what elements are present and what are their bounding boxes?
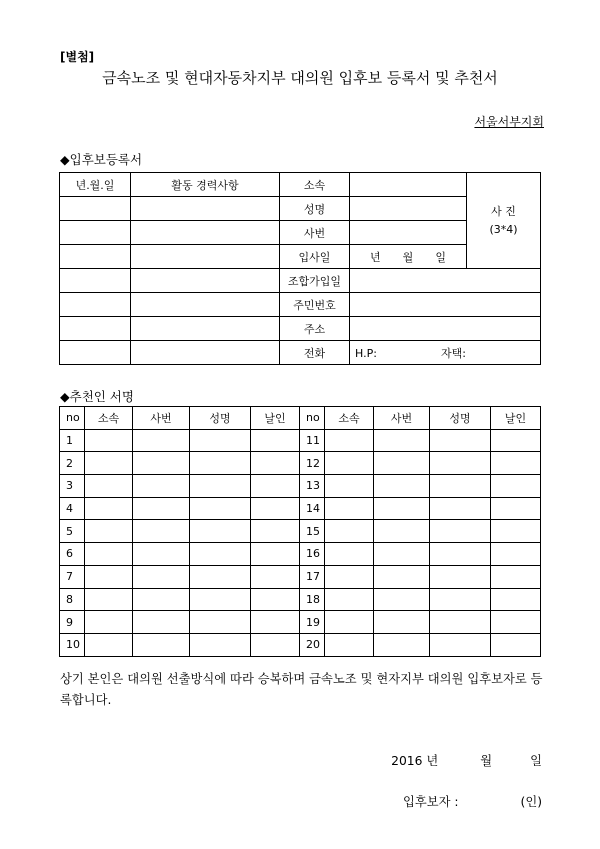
- row-number: 4: [60, 497, 85, 520]
- label-name: 성명: [280, 197, 350, 221]
- name-cell[interactable]: [190, 429, 251, 452]
- seal-cell[interactable]: [491, 633, 541, 656]
- employee-no-cell[interactable]: [374, 452, 430, 475]
- join-year-label: 년: [370, 250, 381, 264]
- employee-no-cell[interactable]: [133, 565, 190, 588]
- header-career: 활동 경력사항: [131, 173, 280, 197]
- recommender-row: [60, 611, 541, 634]
- photo-size: (3*4): [489, 222, 518, 236]
- career-date-cell[interactable]: [60, 245, 131, 269]
- field-union-join-date[interactable]: [350, 269, 541, 293]
- seal-cell[interactable]: [251, 565, 300, 588]
- col-header-no: no: [60, 407, 85, 430]
- recommender-row: [60, 475, 541, 498]
- name-cell[interactable]: [430, 611, 491, 634]
- career-date-cell[interactable]: [60, 221, 131, 245]
- career-detail-cell[interactable]: [131, 293, 280, 317]
- row-number: 1: [60, 429, 85, 452]
- career-detail-cell[interactable]: [131, 269, 280, 293]
- affiliation-cell[interactable]: [85, 475, 133, 498]
- affiliation-cell[interactable]: [85, 565, 133, 588]
- label-resident-no: 주민번호: [280, 293, 350, 317]
- recommender-row: [60, 497, 541, 520]
- affiliation-cell[interactable]: [325, 633, 374, 656]
- recommender-section-title: ◆추천인 서명: [60, 389, 134, 404]
- affiliation-cell[interactable]: [85, 633, 133, 656]
- affiliation-cell[interactable]: [85, 520, 133, 543]
- row-number: 11: [300, 429, 325, 452]
- row-number: 16: [300, 543, 325, 566]
- seal-cell[interactable]: [251, 543, 300, 566]
- row-number: 15: [300, 520, 325, 543]
- row-number: 8: [60, 588, 85, 611]
- col-header-employee-no: 사번: [133, 407, 190, 430]
- seal-cell[interactable]: [251, 429, 300, 452]
- seal-cell[interactable]: [251, 475, 300, 498]
- field-name[interactable]: [350, 197, 467, 221]
- seal-cell[interactable]: [491, 565, 541, 588]
- name-cell[interactable]: [430, 543, 491, 566]
- employee-no-cell[interactable]: [133, 611, 190, 634]
- seal-cell[interactable]: [491, 588, 541, 611]
- name-cell[interactable]: [430, 588, 491, 611]
- affiliation-cell[interactable]: [325, 429, 374, 452]
- label-address: 주소: [280, 317, 350, 341]
- name-cell[interactable]: [190, 452, 251, 475]
- career-detail-cell[interactable]: [131, 245, 280, 269]
- employee-no-cell[interactable]: [133, 588, 190, 611]
- row-number: 17: [300, 565, 325, 588]
- affiliation-cell[interactable]: [85, 611, 133, 634]
- field-affiliation[interactable]: [350, 173, 467, 197]
- recommender-table: [59, 406, 541, 657]
- col-header-no: no: [300, 407, 325, 430]
- row-number: 10: [60, 633, 85, 656]
- recommender-header-row: [60, 407, 541, 430]
- seal-cell[interactable]: [251, 633, 300, 656]
- registration-section-title: ◆입후보등록서: [60, 152, 143, 167]
- row-number: 7: [60, 565, 85, 588]
- employee-no-cell[interactable]: [133, 543, 190, 566]
- seal-cell[interactable]: [491, 611, 541, 634]
- col-header-seal: 날인: [491, 407, 541, 430]
- affiliation-cell[interactable]: [325, 475, 374, 498]
- career-detail-cell[interactable]: [131, 317, 280, 341]
- employee-no-cell[interactable]: [374, 475, 430, 498]
- name-cell[interactable]: [430, 520, 491, 543]
- name-cell[interactable]: [190, 611, 251, 634]
- affiliation-cell[interactable]: [325, 452, 374, 475]
- seal-cell[interactable]: [491, 429, 541, 452]
- seal-cell[interactable]: [491, 497, 541, 520]
- recommender-row: [60, 452, 541, 475]
- career-date-cell[interactable]: [60, 317, 131, 341]
- row-number: 5: [60, 520, 85, 543]
- name-cell[interactable]: [430, 429, 491, 452]
- field-phone[interactable]: [350, 341, 541, 365]
- recommender-row: [60, 520, 541, 543]
- employee-no-cell[interactable]: [374, 611, 430, 634]
- row-number: 2: [60, 452, 85, 475]
- affiliation-cell[interactable]: [325, 611, 374, 634]
- attachment-label: [별첨]: [60, 50, 95, 64]
- name-cell[interactable]: [430, 565, 491, 588]
- col-header-seal: 날인: [251, 407, 300, 430]
- employee-no-cell[interactable]: [133, 429, 190, 452]
- date-year: 2016 년: [391, 754, 439, 768]
- affiliation-cell[interactable]: [85, 452, 133, 475]
- employee-no-cell[interactable]: [133, 475, 190, 498]
- employee-no-cell[interactable]: [374, 520, 430, 543]
- recommender-row: [60, 565, 541, 588]
- join-day-label: 일: [435, 250, 446, 264]
- seal-cell[interactable]: [251, 497, 300, 520]
- seal-cell[interactable]: [251, 520, 300, 543]
- photo-box[interactable]: [467, 173, 541, 269]
- col-header-affiliation: 소속: [325, 407, 374, 430]
- seal-cell[interactable]: [251, 588, 300, 611]
- affiliation-cell[interactable]: [325, 543, 374, 566]
- employee-no-cell[interactable]: [133, 633, 190, 656]
- row-number: 13: [300, 475, 325, 498]
- row-number: 6: [60, 543, 85, 566]
- recommender-row: [60, 633, 541, 656]
- career-detail-cell[interactable]: [131, 221, 280, 245]
- career-detail-cell[interactable]: [131, 341, 280, 365]
- career-date-cell[interactable]: [60, 293, 131, 317]
- name-cell[interactable]: [190, 520, 251, 543]
- employee-no-cell[interactable]: [374, 429, 430, 452]
- employee-no-cell[interactable]: [374, 565, 430, 588]
- col-header-employee-no: 사번: [374, 407, 430, 430]
- name-cell[interactable]: [190, 497, 251, 520]
- seal-cell[interactable]: [491, 543, 541, 566]
- date-day: 일: [530, 754, 542, 768]
- name-cell[interactable]: [190, 475, 251, 498]
- row-number: 18: [300, 588, 325, 611]
- photo-label: 사 진: [491, 204, 516, 218]
- name-cell[interactable]: [430, 452, 491, 475]
- label-phone: 전화: [280, 341, 350, 365]
- row-number: 20: [300, 633, 325, 656]
- affiliation-cell[interactable]: [85, 588, 133, 611]
- employee-no-cell[interactable]: [374, 588, 430, 611]
- affiliation-cell[interactable]: [85, 497, 133, 520]
- label-affiliation: 소속: [280, 173, 350, 197]
- col-header-name: 성명: [190, 407, 251, 430]
- label-join-date: 입사일: [280, 245, 350, 269]
- name-cell[interactable]: [430, 475, 491, 498]
- affiliation-cell[interactable]: [325, 588, 374, 611]
- date-month: 월: [480, 754, 493, 768]
- join-month-label: 월: [402, 250, 414, 264]
- recommender-row: [60, 429, 541, 452]
- document-title: 금속노조 및 현대자동차지부 대의원 입후보 등록서 및 추천서: [102, 69, 498, 87]
- phone-home-label: 자택:: [441, 346, 466, 360]
- col-header-name: 성명: [430, 407, 491, 430]
- name-cell[interactable]: [430, 497, 491, 520]
- seal-cell[interactable]: [491, 475, 541, 498]
- affiliation-cell[interactable]: [85, 543, 133, 566]
- field-join-date[interactable]: [350, 245, 467, 269]
- affiliation-cell[interactable]: [325, 565, 374, 588]
- employee-no-cell[interactable]: [374, 543, 430, 566]
- career-date-cell[interactable]: [60, 197, 131, 221]
- employee-no-cell[interactable]: [133, 497, 190, 520]
- name-cell[interactable]: [190, 565, 251, 588]
- recommender-row: [60, 588, 541, 611]
- row-number: 14: [300, 497, 325, 520]
- branch-name: 서울서부지회: [474, 115, 544, 129]
- header-date: 년.월.일: [60, 173, 131, 197]
- seal-cell[interactable]: [491, 452, 541, 475]
- field-resident-no[interactable]: [350, 293, 541, 317]
- date-line: [391, 751, 542, 769]
- field-address[interactable]: [350, 317, 541, 341]
- employee-no-cell[interactable]: [374, 497, 430, 520]
- statement-text: 상기 본인은 대의원 선출방식에 따라 승복하며 금속노조 및 현자지부 대의원 입후보자로 등록합니다.: [60, 672, 543, 707]
- name-cell[interactable]: [190, 633, 251, 656]
- name-cell[interactable]: [190, 543, 251, 566]
- field-employee-no[interactable]: [350, 221, 467, 245]
- affiliation-cell[interactable]: [325, 520, 374, 543]
- signature-line: [403, 792, 542, 810]
- row-number: 12: [300, 452, 325, 475]
- name-cell[interactable]: [430, 633, 491, 656]
- row-number: 19: [300, 611, 325, 634]
- employee-no-cell[interactable]: [374, 633, 430, 656]
- registration-form-table: [59, 172, 541, 365]
- employee-no-cell[interactable]: [133, 520, 190, 543]
- col-header-affiliation: 소속: [85, 407, 133, 430]
- employee-no-cell[interactable]: [133, 452, 190, 475]
- name-cell[interactable]: [190, 588, 251, 611]
- seal-cell[interactable]: [251, 452, 300, 475]
- label-employee-no: 사번: [280, 221, 350, 245]
- career-detail-cell[interactable]: [131, 197, 280, 221]
- affiliation-cell[interactable]: [85, 429, 133, 452]
- affiliation-cell[interactable]: [325, 497, 374, 520]
- row-number: 3: [60, 475, 85, 498]
- row-number: 9: [60, 611, 85, 634]
- career-date-cell[interactable]: [60, 269, 131, 293]
- signature-seal: (인): [520, 795, 542, 809]
- career-date-cell[interactable]: [60, 341, 131, 365]
- seal-cell[interactable]: [491, 520, 541, 543]
- phone-hp-label: H.P:: [355, 346, 377, 360]
- signature-label: 입후보자 :: [402, 795, 459, 809]
- recommender-row: [60, 543, 541, 566]
- label-union-join-date: 조합가입일: [280, 269, 350, 293]
- seal-cell[interactable]: [251, 611, 300, 634]
